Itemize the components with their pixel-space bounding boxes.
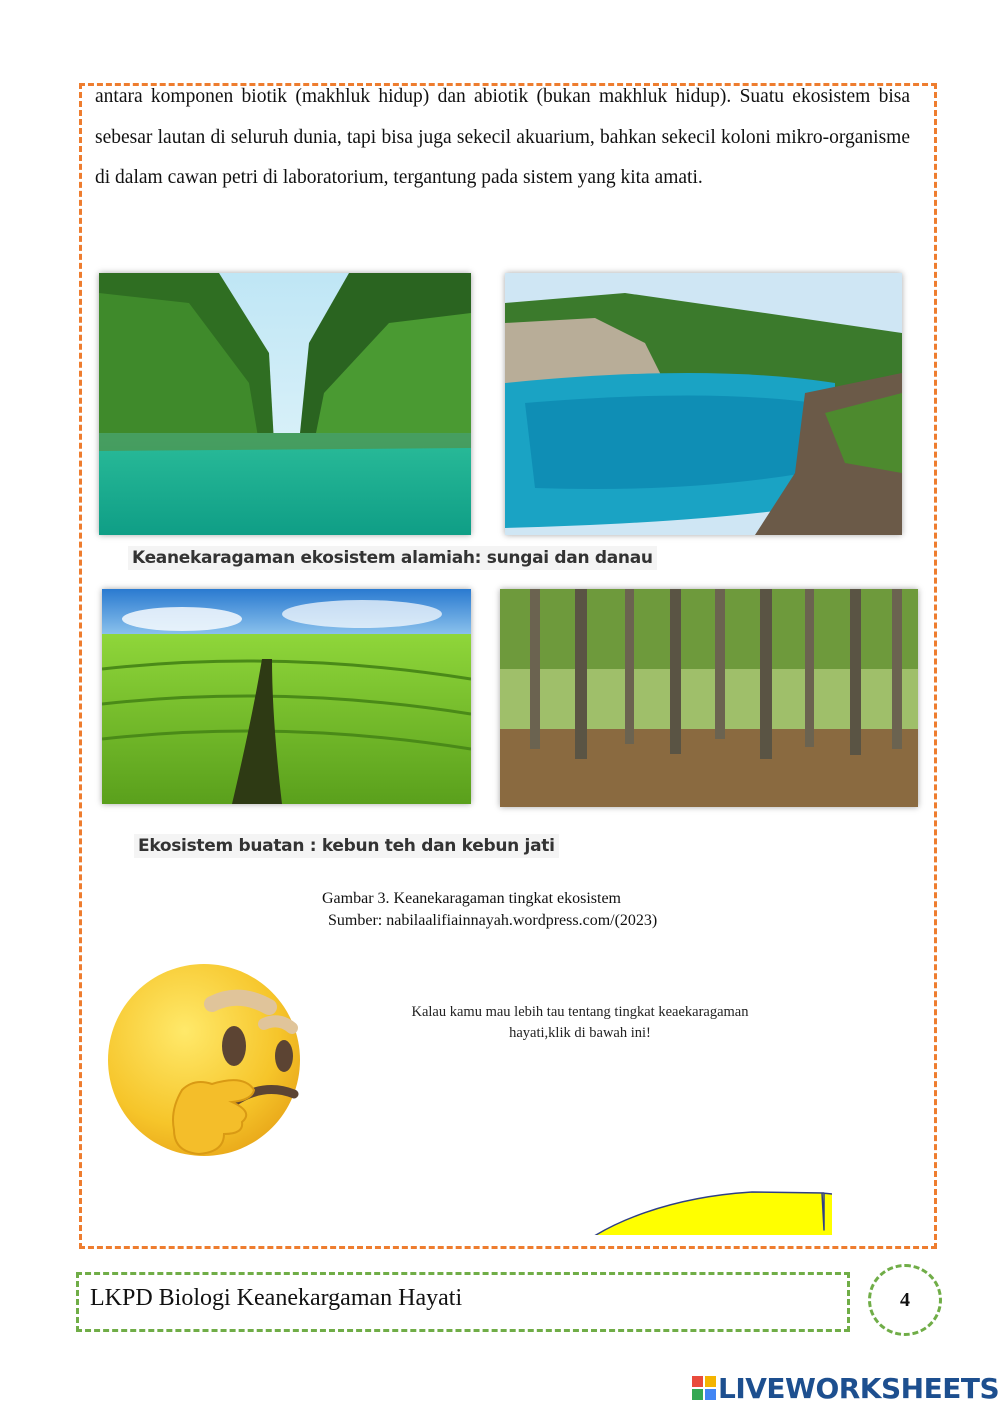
- river-photo: [99, 273, 471, 535]
- figure-caption: [0, 888, 999, 932]
- liveworksheets-icon: [692, 1376, 716, 1400]
- artificial-ecosystem-caption: Ekosistem buatan : kebun teh dan kebun jati: [134, 834, 559, 858]
- page-number: 4: [900, 1289, 910, 1311]
- figure-caption-title: Gambar 3. Keanekaragaman tingkat ekosistem: [322, 890, 621, 907]
- liveworksheets-logo[interactable]: [692, 1372, 999, 1404]
- tea-garden-photo: [102, 589, 471, 804]
- figure-caption-source: Sumber: nabilaalifiainnayah.wordpress.com/(2023): [328, 912, 658, 929]
- thinking-face-icon: [104, 962, 304, 1164]
- body-paragraph: antara komponen biotik (makhluk hidup) dan abiotik (bukan makhluk hidup). Suatu ekosistem bisa sebesar lautan di seluruh dunia, tapi bisa juga sekecil akuarium, bahkan sekecil koloni mikro-organisme di dalam cawan petri di laboratorium, tergantung pada sistem yang kita amati.: [95, 86, 910, 188]
- teak-forest-photo: [500, 589, 918, 807]
- liveworksheets-text: LIVEWORKSHEETS: [718, 1371, 999, 1405]
- lake-photo: [505, 273, 902, 535]
- callout-text: Kalau kamu mau lebih tau tentang tingkat keaekaragaman hayati,klik di bawah ini!: [411, 1004, 749, 1041]
- footer-title: LKPD Biologi Keanekargaman Hayati: [90, 1285, 463, 1311]
- natural-ecosystem-caption: Keanekaragaman ekosistem alamiah: sungai dan danau: [128, 546, 657, 570]
